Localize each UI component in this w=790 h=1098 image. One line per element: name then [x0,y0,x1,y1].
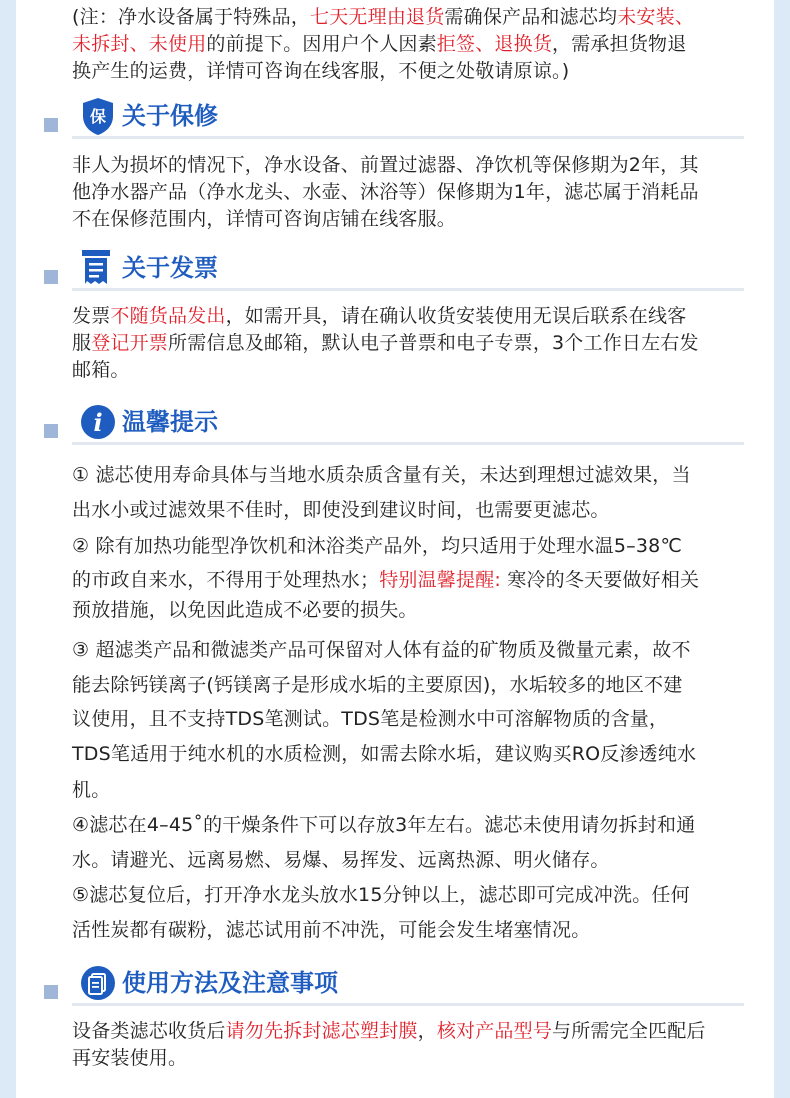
tip-3-line-4: TDS笔适用于纯水机的水质检测，如需去除水垢，建议购买RO反渗透纯水 [72,743,697,765]
tip-2-line-3: 预放措施，以免因此造成不必要的损失。 [72,599,418,621]
invoice-header [0,248,790,298]
warranty-line-2: 他净水器产品（净水龙头、水壶、沐浴等）保修期为1年，滤芯属于消耗品 [72,181,699,203]
invoice-line-3: 邮箱。 [72,359,130,381]
tip-4-line-2: 水。请避光、远离易燃、易爆、易挥发、远离热源、明火储存。 [72,849,610,871]
svg-text:保: 保 [89,107,107,126]
warranty-line-1: 非人为损坏的情况下，净水设备、前置过滤器、净饮机等保修期为2年，其 [72,154,699,176]
tip-5-line-2: 活性炭都有碳粉，滤芯试用前不冲洗，可能会发生堵塞情况。 [72,919,591,941]
intro-line-2: 未拆封、未使用的前提下。因用户个人因素拒签、退换货，需承担货物退 [72,33,687,55]
invoice-line-1: 发票不随货品发出，如需开具，请在确认收货安装使用无误后联系在线客 [72,305,687,327]
section-bullet [44,985,58,999]
section-bullet [44,118,58,132]
manual-icon [80,963,116,1003]
usage-header [0,963,790,1013]
usage-line-1: 设备类滤芯收货后请勿先拆封滤芯塑封膜，核对产品型号与所需完全匹配后 [72,1020,706,1042]
tip-3-line-5: 机。 [72,779,111,801]
tip-3-line-3: 议使用，且不支持TDS笔测试。TDS笔是检测水中可溶解物质的含量， [72,708,669,730]
section-divider [72,1003,744,1006]
section-divider [72,442,744,445]
invoice-line-2: 服登记开票所需信息及邮箱，默认电子普票和电子专票，3个工作日左右发 [72,332,699,354]
tip-1-line-1: ① 滤芯使用寿命具体与当地水质杂质含量有关，未达到理想过滤效果，当 [72,464,691,486]
tips-header [0,402,790,452]
section-bullet [44,424,58,438]
section-divider [72,288,744,291]
intro-line-3: 换产生的运费，详情可咨询在线客服，不便之处敬请原谅。) [72,60,570,82]
tip-2-line-1: ② 除有加热功能型净饮机和沐浴类产品外，均只适用于处理水温5–38℃ [72,535,682,557]
section-divider [72,136,744,139]
usage-line-2: 再安装使用。 [72,1047,188,1069]
invoice-title: 关于发票 [122,254,218,282]
invoice-icon [80,248,116,288]
info-icon [80,402,116,442]
usage-title: 使用方法及注意事项 [122,969,338,997]
shield-icon [80,96,116,136]
tip-5-line-1: ⑤滤芯复位后，打开净水龙头放水15分钟以上，滤芯即可完成冲洗。任何 [72,884,690,906]
tip-3-line-1: ③ 超滤类产品和微滤类产品可保留对人体有益的矿物质及微量元素，故不 [72,639,691,661]
svg-text:i: i [93,408,103,437]
tip-1-line-2: 出水小或过滤效果不佳时，即使没到建议时间，也需要更滤芯。 [72,499,610,521]
tip-3-line-2: 能去除钙镁离子(钙镁离子是形成水垢的主要原因)，水垢较多的地区不建 [72,674,683,696]
warranty-title: 关于保修 [122,102,218,130]
section-bullet [44,270,58,284]
warranty-header [0,96,790,146]
tips-title: 温馨提示 [122,408,218,436]
intro-line-1: (注：净水设备属于特殊品，七天无理由退货需确保产品和滤芯均未安装、 [72,6,695,28]
tip-4-line-1: ④滤芯在4–45˚的干燥条件下可以存放3年左右。滤芯未使用请勿拆封和通 [72,814,696,836]
warranty-line-3: 不在保修范围内，详情可咨询店铺在线客服。 [72,208,457,230]
tip-2-line-2: 的市政自来水，不得用于处理热水；特别温馨提醒: 寒冷的冬天要做好相关 [72,569,700,591]
